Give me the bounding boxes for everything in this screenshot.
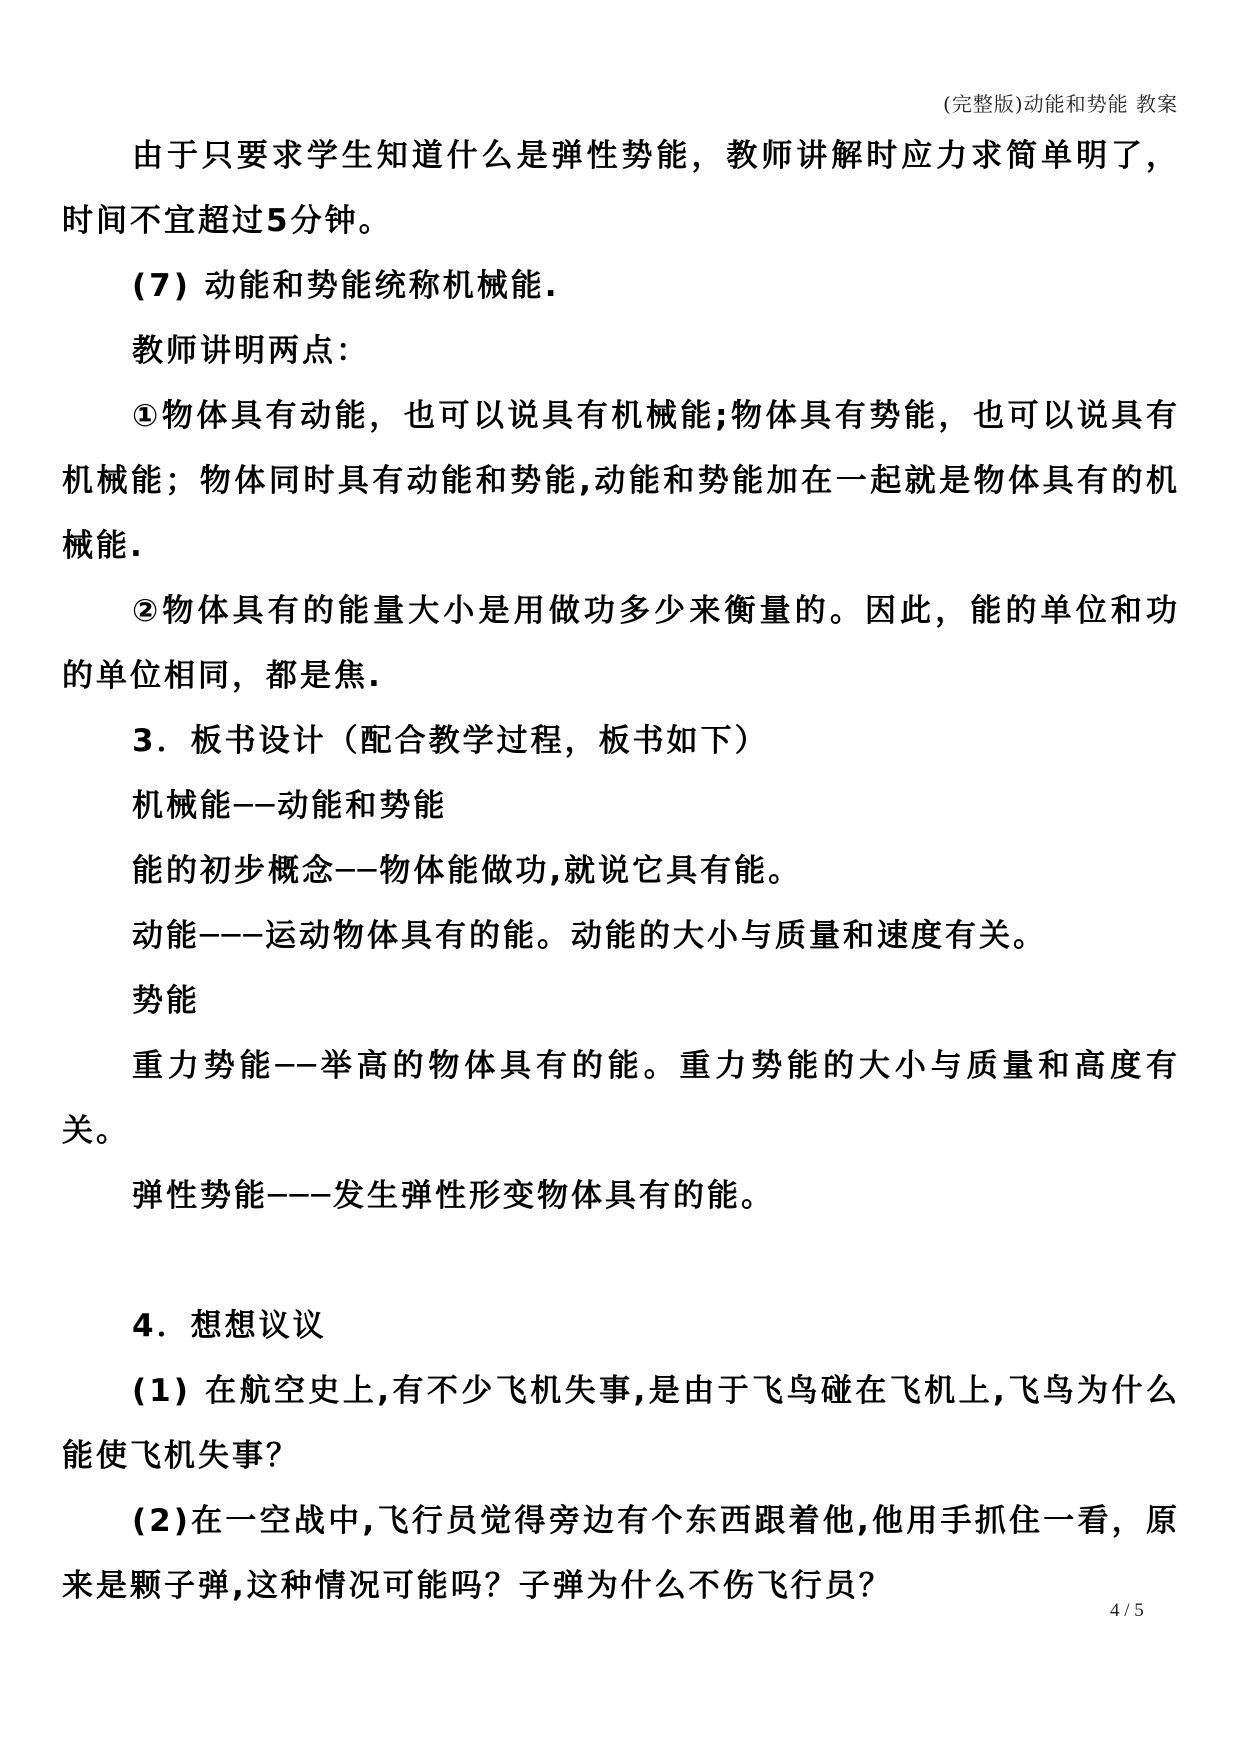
paragraph-mechanical-energy: (7) 动能和势能统称机械能.	[132, 268, 560, 304]
board-line-gravitational-potential: 重力势能──举高的物体具有的能。重力势能的大小与质量和高度有关。	[62, 1048, 1180, 1149]
board-line-mechanical-energy: 机械能──动能和势能	[132, 788, 448, 824]
board-line-kinetic-energy: 动能───运动物体具有的能。动能的大小与质量和速度有关。	[132, 918, 1047, 954]
paragraph-elastic-explanation: 由于只要求学生知道什么是弹性势能，教师讲解时应力求简单明了，时间不宜超过5分钟。	[62, 138, 1180, 239]
board-line-potential-energy: 势能	[132, 983, 200, 1019]
board-line-elastic-potential: 弹性势能───发生弹性形变物体具有的能。	[132, 1178, 775, 1214]
page-number: 4 / 5	[1110, 1600, 1144, 1621]
page-header: (完整版)动能和势能 教案	[943, 92, 1178, 116]
paragraph-point-one: ①物体具有动能，也可以说具有机械能;物体具有势能，也可以说具有机械能；物体同时具有动能和势能,动能和势能加在一起就是物体具有的机械能.	[62, 398, 1180, 564]
discussion-question-one: (1) 在航空史上,有不少飞机失事,是由于飞鸟碰在飞机上,飞鸟为什么能使飞机失事？	[62, 1373, 1180, 1474]
section-heading-board-design: 3．板书设计（配合教学过程，板书如下）	[132, 723, 769, 759]
section-heading-discussion: 4．想想议议	[132, 1308, 327, 1344]
discussion-question-two: (2)在一空战中,飞行员觉得旁边有个东西跟着他,他用手抓住一看，原来是颗子弹,这种情况可能吗？子弹为什么不伤飞行员？	[62, 1503, 1180, 1604]
board-line-energy-concept: 能的初步概念──物体能做功,就说它具有能。	[132, 853, 803, 889]
paragraph-two-points-intro: 教师讲明两点：	[132, 333, 370, 369]
document-body	[62, 124, 1180, 1619]
paragraph-point-two: ②物体具有的能量大小是用做功多少来衡量的。因此，能的单位和功的单位相同，都是焦.	[62, 593, 1180, 694]
